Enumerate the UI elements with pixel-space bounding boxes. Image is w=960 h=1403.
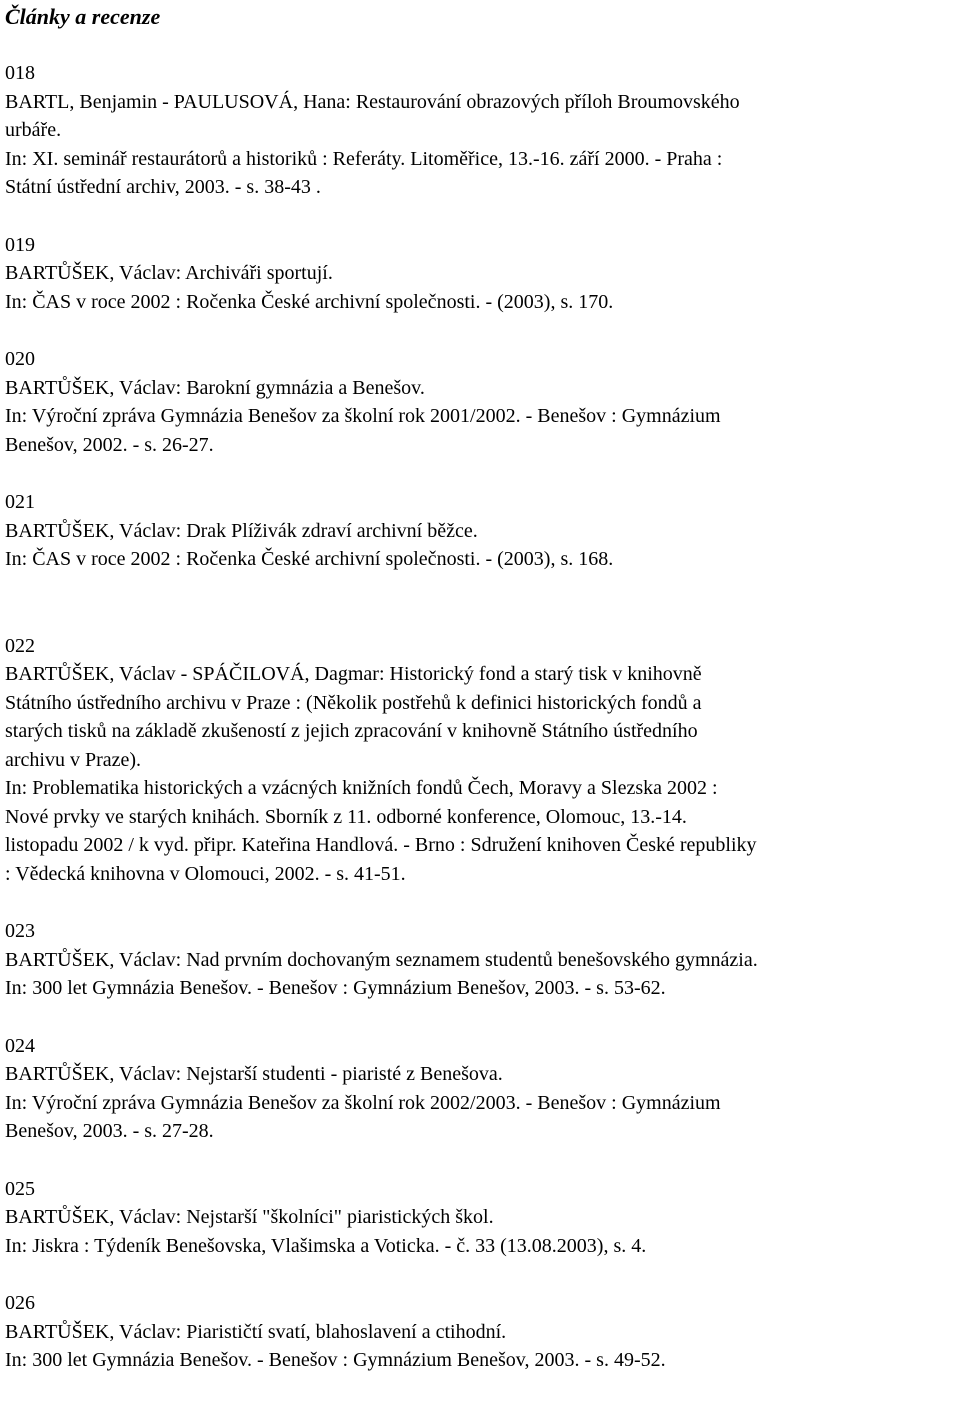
entry-line: In: Jiskra : Týdeník Benešovska, Vlašimska a Voticka. - č. 33 (13.08.2003), s. 4. bbox=[5, 1234, 647, 1257]
entry-line: : Vědecká knihovna v Olomouci, 2002. - s. 41-51. bbox=[5, 862, 406, 885]
entry-line: BARTŮŠEK, Václav: Drak Plíživák zdraví archivní běžce. bbox=[5, 519, 478, 542]
entry-number: 026 bbox=[5, 1292, 35, 1314]
entry-line: In: ČAS v roce 2002 : Ročenka České archivní společnosti. - (2003), s. 170. bbox=[5, 290, 614, 313]
entry-line: In: Problematika historických a vzácných knižních fondů Čech, Moravy a Slezska 2002 : bbox=[5, 777, 718, 799]
entry-line: In: Výroční zpráva Gymnázia Benešov za školní rok 2002/2003. - Benešov : Gymnázium bbox=[5, 1091, 721, 1114]
entry-line: BARTŮŠEK, Václav: Barokní gymnázia a Benešov. bbox=[5, 376, 425, 399]
bibliography-entry bbox=[5, 917, 960, 1003]
entry-line: BARTL, Benjamin - PAULUSOVÁ, Hana: Restaurování obrazových příloh Broumovského bbox=[5, 90, 740, 113]
entry-line: In: 300 let Gymnázia Benešov. - Benešov : Gymnázium Benešov, 2003. - s. 53-62. bbox=[5, 977, 666, 999]
entry-number: 021 bbox=[5, 491, 35, 513]
entry-number: 019 bbox=[5, 233, 35, 256]
entry-line: BARTŮŠEK, Václav: Nejstarší "školníci" piaristických škol. bbox=[5, 1206, 494, 1228]
entry-number: 022 bbox=[5, 634, 35, 657]
entry-line: In: 300 let Gymnázia Benešov. - Benešov : Gymnázium Benešov, 2003. - s. 49-52. bbox=[5, 1349, 666, 1371]
entry-line: Benešov, 2003. - s. 27-28. bbox=[5, 1120, 214, 1142]
section-title: Články a recenze bbox=[5, 4, 161, 29]
bibliography-entry bbox=[5, 488, 960, 574]
bibliography-entry bbox=[5, 632, 960, 889]
entry-line: starých tisků na základě zkušeností z jejich zpracování v knihovně Státního ústředního bbox=[5, 720, 698, 742]
entry-line: BARTŮŠEK, Václav: Piarističtí svatí, blahoslavení a ctihodní. bbox=[5, 1320, 507, 1343]
bibliography-entry bbox=[5, 1289, 960, 1375]
entry-line: urbáře. bbox=[5, 119, 62, 141]
entry-line: In: ČAS v roce 2002 : Ročenka České archivní společnosti. - (2003), s. 168. bbox=[5, 548, 614, 570]
entry-number: 018 bbox=[5, 62, 35, 84]
bibliography-entry bbox=[5, 345, 960, 459]
entry-number: 024 bbox=[5, 1034, 35, 1057]
bibliography-entry bbox=[5, 1175, 960, 1261]
entry-number: 020 bbox=[5, 348, 35, 370]
entry-line: archivu v Praze). bbox=[5, 748, 142, 771]
entry-line: In: Výroční zpráva Gymnázia Benešov za školní rok 2001/2002. - Benešov : Gymnázium bbox=[5, 405, 721, 427]
entry-number: 023 bbox=[5, 920, 35, 942]
entry-line: BARTŮŠEK, Václav: Nejstarší studenti - piaristé z Benešova. bbox=[5, 1063, 503, 1085]
entry-line: BARTŮŠEK, Václav: Archiváři sportují. bbox=[5, 262, 333, 284]
bibliography-entry bbox=[5, 1032, 960, 1146]
bibliography-list bbox=[5, 59, 960, 1375]
bibliography-entry bbox=[5, 231, 960, 317]
bibliography-entry bbox=[5, 59, 960, 202]
entry-line: Nové prvky ve starých knihách. Sborník z 11. odborné konference, Olomouc, 13.-14. bbox=[5, 805, 687, 828]
entry-line: BARTŮŠEK, Václav: Nad prvním dochovaným seznamem studentů benešovského gymnázia. bbox=[5, 948, 758, 971]
entry-line: Státní ústřední archiv, 2003. - s. 38-43 . bbox=[5, 176, 321, 198]
entry-line: Benešov, 2002. - s. 26-27. bbox=[5, 433, 214, 456]
entry-number: 025 bbox=[5, 1177, 35, 1200]
entry-line: Státního ústředního archivu v Praze : (Několik postřehů k definici historických fondů a bbox=[5, 691, 702, 714]
entry-line: listopadu 2002 / k vyd. připr. Kateřina Handlová. - Brno : Sdružení knihoven České republiky bbox=[5, 834, 757, 856]
document-page bbox=[5, 0, 960, 1375]
entry-line: In: XI. seminář restaurátorů a historiků : Referáty. Litoměřice, 13.-16. září 2000. - Praha : bbox=[5, 147, 723, 170]
entry-line: BARTŮŠEK, Václav - SPÁČILOVÁ, Dagmar: Historický fond a starý tisk v knihovně bbox=[5, 663, 702, 685]
